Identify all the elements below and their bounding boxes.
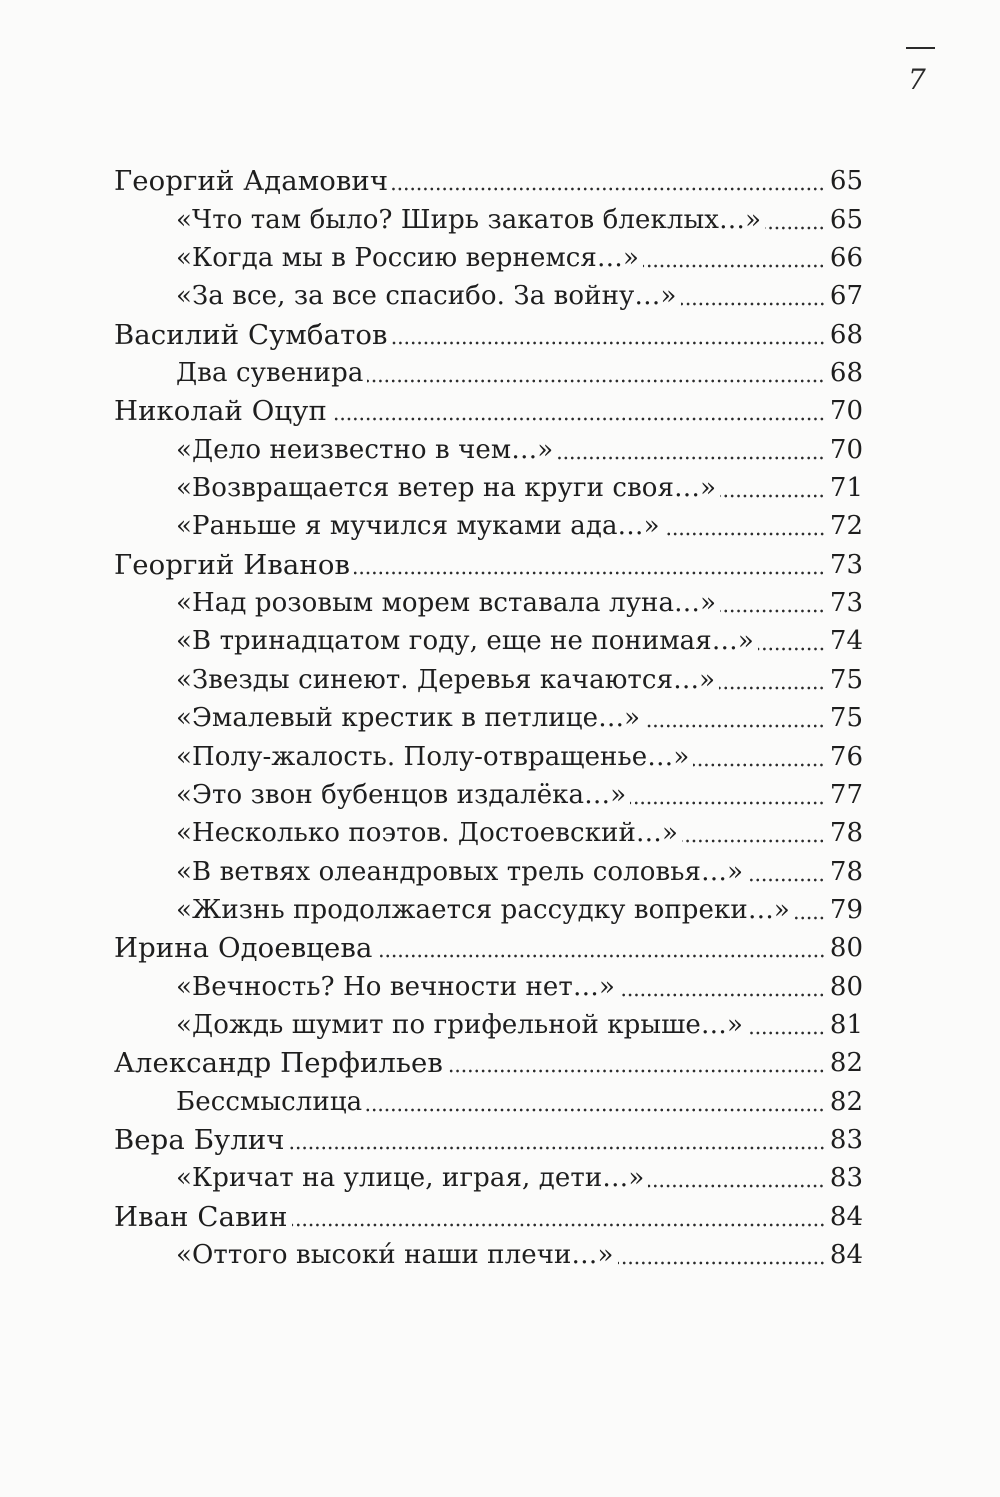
page-reference: 80	[829, 933, 863, 964]
dot-leader	[720, 494, 825, 498]
dot-leader	[765, 226, 825, 230]
toc-author-entry	[0, 1045, 1000, 1083]
page-number-rule	[906, 47, 935, 49]
dot-leader	[693, 763, 825, 767]
poem-title: «Это звон бубенцов издалёка…»	[176, 779, 627, 810]
page-reference: 66	[829, 243, 863, 274]
dot-leader	[719, 686, 825, 690]
poem-title: «Оттого высоки́ наши плечи…»	[176, 1239, 614, 1270]
dot-leader	[367, 379, 825, 383]
page-reference: 75	[829, 664, 863, 695]
toc-author-entry	[0, 1122, 1000, 1160]
poem-title: «Жизнь продолжается рассудку вопреки…»	[176, 894, 790, 925]
page-reference: 70	[829, 434, 863, 465]
poem-title: «Дождь шумит по грифельной крыше…»	[176, 1009, 743, 1040]
poem-title: «В ветвях олеандровых трель соловья…»	[176, 856, 744, 887]
toc-author-entry	[0, 393, 1000, 431]
page-reference: 71	[829, 473, 863, 504]
dot-leader	[681, 302, 825, 306]
page-reference: 82	[829, 1048, 863, 1079]
page-reference: 83	[829, 1124, 863, 1155]
toc-author-entry	[0, 316, 1000, 354]
toc-poem-entry	[0, 777, 1000, 815]
page-reference: 67	[829, 281, 863, 312]
poem-title: «За все, за все спасибо. За войну…»	[176, 281, 677, 312]
page-reference: 84	[829, 1239, 863, 1270]
toc-poem-entry	[0, 585, 1000, 623]
author-name: Вера Булич	[114, 1123, 285, 1156]
dot-leader	[331, 417, 825, 421]
dot-leader	[682, 839, 825, 843]
page-number: 7	[908, 63, 926, 96]
toc-author-entry	[0, 930, 1000, 968]
page-reference: 82	[829, 1086, 863, 1117]
toc-author-entry	[0, 546, 1000, 584]
poem-title: «Что там было? Ширь закатов блеклых…»	[176, 204, 762, 235]
dot-leader	[289, 1146, 825, 1150]
dot-leader	[758, 647, 825, 651]
toc-poem-entry	[0, 278, 1000, 316]
toc-poem-entry	[0, 738, 1000, 776]
author-name: Николай Оцуп	[114, 395, 327, 428]
poem-title: «Кричат на улице, играя, дети…»	[176, 1163, 645, 1194]
page-reference: 78	[829, 856, 863, 887]
dot-leader	[377, 954, 825, 958]
author-name: Иван Савин	[114, 1200, 288, 1233]
dot-leader	[747, 1031, 825, 1035]
page-reference: 78	[829, 818, 863, 849]
page-reference: 68	[829, 319, 863, 350]
poem-title: «Полу-жалость. Полу-отвращенье…»	[176, 741, 690, 772]
poem-title: «Звезды синеют. Деревья качаются…»	[176, 664, 716, 695]
toc-poem-entry	[0, 892, 1000, 930]
page-reference: 79	[829, 894, 863, 925]
page-reference: 65	[829, 166, 863, 197]
dot-leader	[447, 1069, 825, 1073]
toc-poem-entry	[0, 355, 1000, 393]
dot-leader	[619, 993, 825, 997]
page-reference: 75	[829, 703, 863, 734]
toc-poem-entry	[0, 1160, 1000, 1198]
dot-leader	[618, 1261, 825, 1265]
toc-poem-entry	[0, 700, 1000, 738]
poem-title: «Дело неизвестно в чем…»	[176, 434, 554, 465]
toc-poem-entry	[0, 240, 1000, 278]
dot-leader	[392, 187, 825, 191]
poem-title: Два сувенира	[176, 358, 364, 389]
toc-poem-entry	[0, 1007, 1000, 1045]
toc-poem-entry	[0, 201, 1000, 239]
page-reference: 74	[829, 626, 863, 657]
poem-title: «Возвращается ветер на круги своя…»	[176, 473, 717, 504]
toc-poem-entry	[0, 431, 1000, 469]
author-name: Ирина Одоевцева	[114, 932, 373, 965]
dot-leader	[392, 341, 825, 345]
poem-title: «Раньше я мучился муками ада…»	[176, 511, 660, 542]
poem-title: «Эмалевый крестик в петлице…»	[176, 703, 641, 734]
toc-poem-entry	[0, 853, 1000, 891]
table-of-contents	[0, 163, 1000, 1275]
poem-title: «Когда мы в Россию вернемся…»	[176, 243, 640, 274]
dot-leader	[354, 571, 825, 575]
toc-poem-entry	[0, 508, 1000, 546]
toc-poem-entry	[0, 1237, 1000, 1275]
page-reference: 80	[829, 971, 863, 1002]
page-reference: 84	[829, 1201, 863, 1232]
dot-leader	[557, 456, 825, 460]
toc-poem-entry	[0, 815, 1000, 853]
dot-leader	[664, 532, 825, 536]
page-reference: 81	[829, 1009, 863, 1040]
page-reference: 73	[829, 549, 863, 580]
poem-title: Бессмыслица	[176, 1086, 363, 1117]
dot-leader	[630, 801, 825, 805]
author-name: Василий Сумбатов	[114, 318, 388, 351]
dot-leader	[720, 609, 825, 613]
toc-poem-entry	[0, 470, 1000, 508]
page-reference: 83	[829, 1163, 863, 1194]
page-reference: 77	[829, 779, 863, 810]
dot-leader	[292, 1223, 825, 1227]
toc-poem-entry	[0, 1083, 1000, 1121]
page-reference: 68	[829, 358, 863, 389]
toc-author-entry	[0, 1198, 1000, 1236]
poem-title: «Вечность? Но вечности нет…»	[176, 971, 616, 1002]
page-reference: 70	[829, 396, 863, 427]
poem-title: «Несколько поэтов. Достоевский…»	[176, 818, 679, 849]
author-name: Георгий Адамович	[114, 165, 389, 198]
page-reference: 65	[829, 204, 863, 235]
dot-leader	[747, 878, 825, 882]
dot-leader	[643, 264, 825, 268]
dot-leader	[794, 916, 825, 920]
author-name: Георгий Иванов	[114, 548, 351, 581]
author-name: Александр Перфильев	[114, 1047, 443, 1080]
toc-author-entry	[0, 163, 1000, 201]
toc-poem-entry	[0, 968, 1000, 1006]
dot-leader	[366, 1108, 825, 1112]
page-reference: 76	[829, 741, 863, 772]
dot-leader	[644, 724, 825, 728]
page-reference: 73	[829, 588, 863, 619]
page-reference: 72	[829, 511, 863, 542]
dot-leader	[648, 1184, 825, 1188]
poem-title: «В тринадцатом году, еще не понимая…»	[176, 626, 754, 657]
toc-poem-entry	[0, 623, 1000, 661]
poem-title: «Над розовым морем вставала луна…»	[176, 588, 717, 619]
toc-poem-entry	[0, 661, 1000, 699]
